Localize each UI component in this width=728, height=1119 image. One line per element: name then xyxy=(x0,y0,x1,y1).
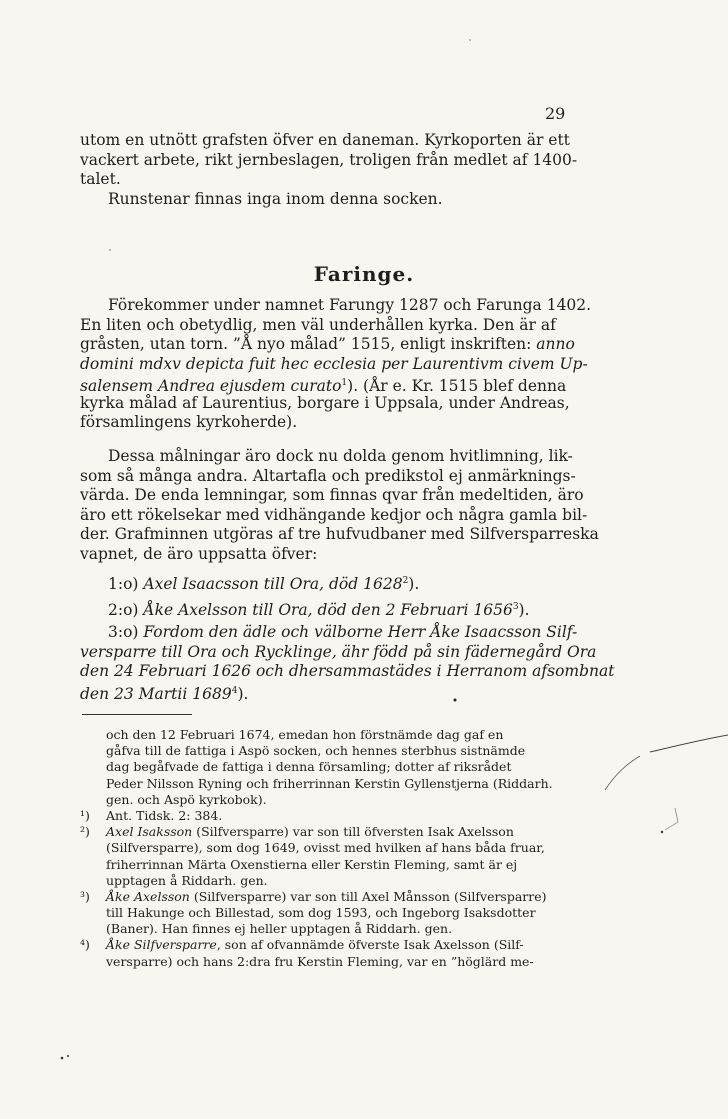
speck xyxy=(61,1057,64,1060)
text-line: talet. xyxy=(80,170,121,188)
speck xyxy=(454,699,457,702)
text-line: Dessa målningar äro dock nu dolda genom hvitlimning, lik- xyxy=(108,447,573,465)
section-heading: Faringe. xyxy=(313,262,415,286)
footnote-2: ²) Axel Isaksson (Silfversparre) var son till öfversten Isak Axelsson xyxy=(80,824,514,840)
pencil-stroke xyxy=(650,735,728,752)
latin-inscription-line: domini mdxv depicta fuit hec ecclesia per Laurentivm civem Up- xyxy=(80,354,588,373)
text-line: kyrka målad af Laurentius, borgare i Uppsala, under Andreas, xyxy=(80,393,570,412)
text-line: Runstenar finnas inga inom denna socken. xyxy=(108,189,443,208)
speck xyxy=(109,249,111,251)
speck xyxy=(67,1055,69,1057)
footnote-ref: 4 xyxy=(231,685,238,696)
footnote-line: till Hakunge och Billestad, som dog 1593, och Ingeborg Isaksdotter xyxy=(106,905,536,921)
pencil-stroke xyxy=(605,756,640,790)
footnote-line: (Silfversparre), som dog 1649, ovisst med hvilken af hans båda fruar, xyxy=(106,840,545,856)
footnote-line: gen. och Aspö kyrkobok). xyxy=(106,791,267,807)
text-line: vapnet, de äro uppsatta öfver: xyxy=(80,544,318,563)
list-item-cont: den 23 Martii 1689$^4$). xyxy=(80,684,249,703)
footnote-3: ³) Åke Axelsson (Silfversparre) var son till Axel Månsson (Silfversparre) xyxy=(80,888,547,904)
text-line: vackert arbete, rikt jernbeslagen, troligen från medlet af 1400- xyxy=(80,150,578,169)
list-item: 2:o) Åke Axelsson till Ora, död den 2 Februari 1656$^3$). xyxy=(108,600,530,619)
text-line: salensem Andrea ejusdem curato$^1$). (År e. Kr. 1515 blef denna xyxy=(80,377,567,396)
footnote-line: gåfva till de fattiga i Aspö socken, och hennes sterbhus sistnämde xyxy=(106,743,526,759)
footnote-ref: 1 xyxy=(341,378,348,388)
footnote-line: och den 12 Februari 1674, emedan hon förstnämde dag gaf en xyxy=(106,727,504,742)
footnote-line: (Baner). Han finnes ej heller upptagen å Riddarh. gen. xyxy=(106,921,453,937)
footnote-ref: 2 xyxy=(402,576,409,586)
text-line: En liten och obetydlig, men väl underhållen kyrka. Den är af xyxy=(80,315,556,334)
footnote-line: versparre) och hans 2:dra fru Kerstin Fleming, var en ”höglärd me- xyxy=(106,953,534,969)
text-line: gråsten, utan torn. ”Å nyo målad” 1515, enligt inskriften: anno xyxy=(80,335,575,353)
speck xyxy=(661,831,663,833)
text-line: som så många andra. Altartafla och predikstol ej anmärknings- xyxy=(80,466,576,485)
list-item-cont: versparre till Ora och Rycklinge, ähr född på sin fädernegård Ora xyxy=(80,642,597,661)
footnote-ref: 3 xyxy=(512,601,519,612)
text-line: församlingens kyrkoherde). xyxy=(80,413,298,431)
speck xyxy=(469,39,471,41)
text-line: der. Grafminnen utgöras af tre hufvudbaner med Silfversparreska xyxy=(80,525,599,543)
list-item: 3:o) Fordom den ädle och välborne Herr Åke Isaacsson Silf- xyxy=(108,623,578,641)
footnote-4: ⁴) Åke Silfversparre, son af ofvannämde öfverste Isak Axelsson (Silf- xyxy=(80,937,524,953)
footnote-line: Peder Nilsson Ryning och friherrinnan Kerstin Gyllenstjerna (Riddarh. xyxy=(106,775,553,791)
text-line: Förekommer under namnet Farungy 1287 och Farunga 1402. xyxy=(108,296,592,314)
list-item-cont: den 24 Februari 1626 och dhersammastädes i Herranom afsombnat xyxy=(80,662,615,680)
footnote-line: dag begåfvade de fattiga i denna församling; dotter af riksrådet xyxy=(106,759,512,775)
text-line: utom en utnött grafsten öfver en daneman. Kyrkoporten är ett xyxy=(80,131,570,149)
footnote-line: friherrinnan Märta Oxenstierna eller Kerstin Fleming, samt är ej xyxy=(106,856,518,872)
footnote-line: upptagen å Riddarh. gen. xyxy=(106,872,268,888)
text-line: värda. De enda lemningar, som finnas qvar från medeltiden, äro xyxy=(80,486,584,504)
text-line: äro ett rökelsekar med vidhängande kedjor och några gamla bil- xyxy=(80,505,588,524)
page-number: 29 xyxy=(545,104,566,123)
list-item: 1:o) Axel Isaacsson till Ora, död 1628$^2$). xyxy=(108,575,420,594)
footnote-1: ¹) Ant. Tidsk. 2: 384. xyxy=(80,807,223,823)
pencil-stroke xyxy=(665,808,678,830)
